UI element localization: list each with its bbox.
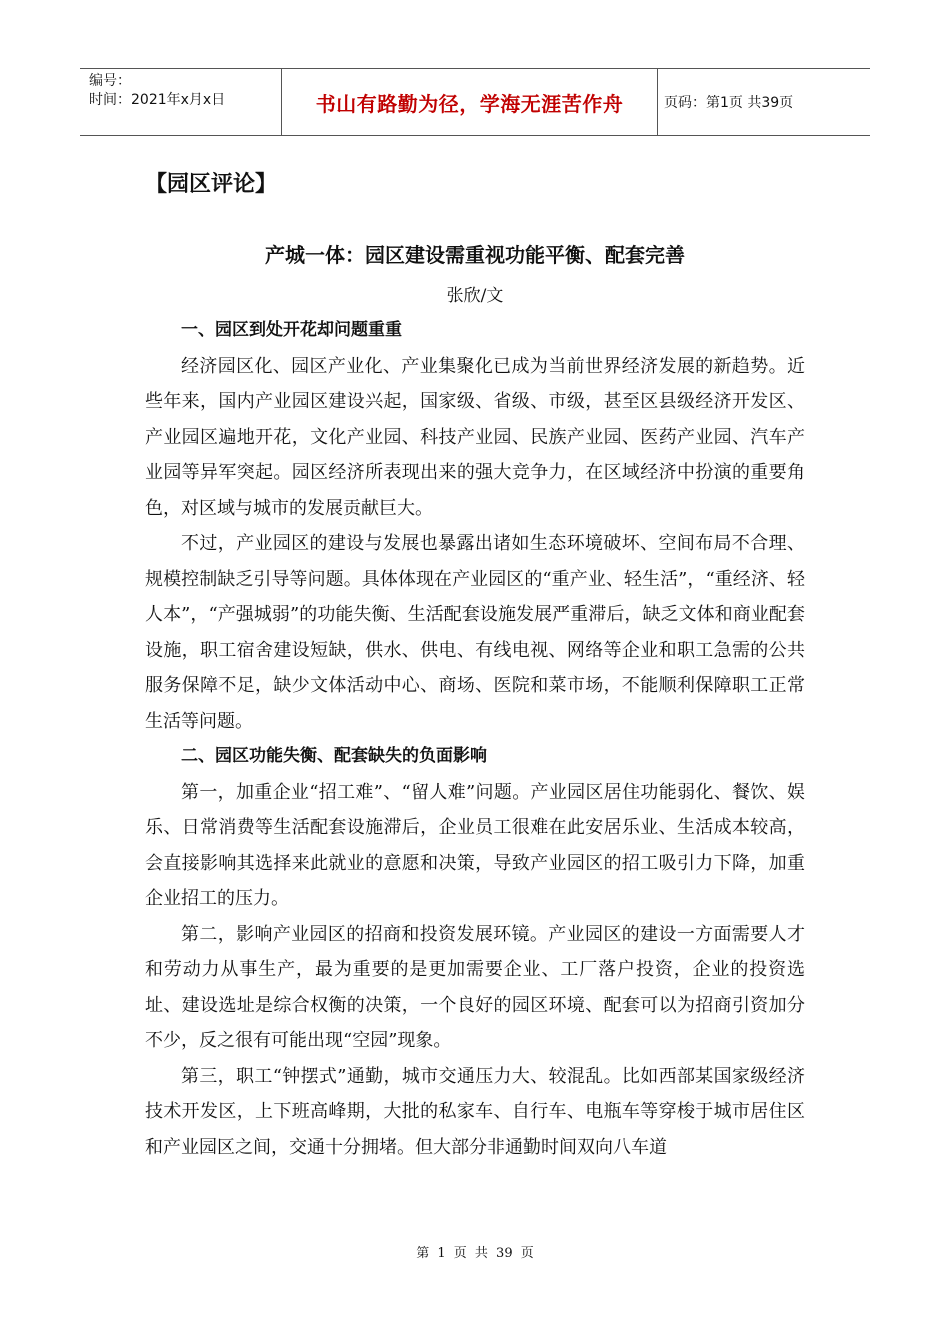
header-meta: [80, 69, 282, 135]
time-label: 时间：2021年x月x日: [89, 92, 226, 108]
section-heading-1: 一、园区到处开花却问题重重: [181, 320, 402, 340]
article-author: 张欣/文: [446, 286, 504, 306]
paragraph-4: 第二，影响产业园区的招商和投资发展环镜。产业园区的建设一方面需要人才和劳动力从事生产，最为重要的是更加需要企业、工厂落户投资，企业的投资选址、建设选址是综合权衡的决策，一个良好的园区环境、配套可以为招商引资加分不少，反之很有可能出现“空园”现象。: [145, 923, 805, 1051]
paragraph-3: 第一，加重企业“招工难”、“留人难”问题。产业园区居住功能弱化、餐饮、娱乐、日常消费等生活配套设施滞后，企业员工很难在此安居乐业、生活成本较高，会直接影响其选择来此就业的意愿和决策，导致产业园区的招工吸引力下降，加重企业招工的压力。: [145, 781, 805, 909]
header-page-info: 页码：第1页 共39页: [664, 95, 794, 111]
paragraph-5: 第三，职工“钟摆式”通勤，城市交通压力大、较混乱。比如西部某国家级经济技术开发区，上下班高峰期，大批的私家车、自行车、电瓶车等穿梭于城市居住区和产业园区之间，交通十分拥堵。但大部分非通勤时间双向八车道: [145, 1065, 805, 1158]
page-header: [80, 68, 870, 136]
paragraph-2: 不过，产业园区的建设与发展也暴露出诸如生态环境破坏、空间布局不合理、规模控制缺乏引导等问题。具体体现在产业园区的“重产业、轻生活”，“重经济、轻人本”，“产强城弱”的功能失衡、生活配套设施发展严重滞后，缺乏文体和商业配套设施，职工宿舍建设短缺，供水、供电、有线电视、网络等企业和职工急需的公共服务保障不足，缺少文体活动中心、商场、医院和菜市场，不能顺利保障职工正常生活等问题。: [145, 533, 805, 732]
section-heading-2: 二、园区功能失衡、配套缺失的负面影响: [181, 746, 487, 766]
page-footer: 第 1 页 共 39 页: [416, 1246, 534, 1261]
paragraph-1: 经济园区化、园区产业化、产业集聚化已成为当前世界经济发展的新趋势。近些年来，国内产业园区建设兴起，国家级、省级、市级，甚至区县级经济开发区、产业园区遍地开花，文化产业园、科技产业园、民族产业园、医药产业园、汽车产业园等异军突起。园区经济所表现出来的强大竞争力，在区域经济中扮演的重要角色，对区域与城市的发展贡献巨大。: [145, 355, 805, 519]
article-title: 产城一体：园区建设需重视功能平衡、配套完善: [265, 243, 685, 267]
article-body: [145, 313, 805, 1165]
header-motto: 书山有路勤为径，学海无涯苦作舟: [282, 69, 658, 135]
section-tag: 【园区评论】: [145, 172, 278, 197]
number-label: 编号：: [89, 73, 131, 89]
